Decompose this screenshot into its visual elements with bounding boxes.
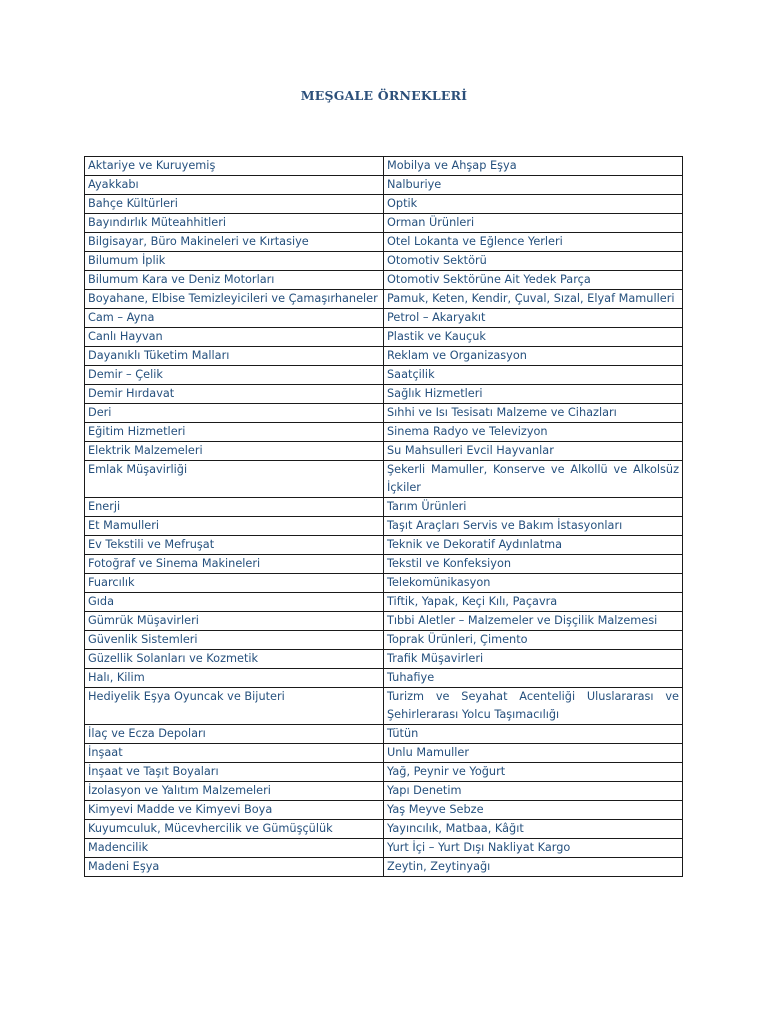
table-row — [85, 328, 683, 347]
occupation-cell-right: Yurt İçi – Yurt Dışı Nakliyat Kargo — [384, 839, 683, 858]
occupation-cell-left: Güzellik Solanları ve Kozmetik — [85, 650, 384, 669]
table-row — [85, 536, 683, 555]
table-row — [85, 688, 683, 725]
occupation-cell-right: Mobilya ve Ahşap Eşya — [384, 157, 683, 176]
occupation-cell-left: Güvenlik Sistemleri — [85, 631, 384, 650]
occupation-cell-right: Otomotiv Sektörüne Ait Yedek Parça — [384, 271, 683, 290]
occupation-cell-left: Halı, Kilim — [85, 669, 384, 688]
occupation-cell-right: Yağ, Peynir ve Yoğurt — [384, 763, 683, 782]
occupation-cell-right: Saatçilik — [384, 366, 683, 385]
table-row — [85, 650, 683, 669]
table-body — [85, 157, 683, 877]
table-row — [85, 593, 683, 612]
occupation-cell-right: Pamuk, Keten, Kendir, Çuval, Sızal, Elyaf Mamulleri — [384, 290, 683, 309]
occupation-cell-left: Ayakkabı — [85, 176, 384, 195]
table-row — [85, 404, 683, 423]
occupation-cell-right: Tıbbi Aletler – Malzemeler ve Dişçilik Malzemesi — [384, 612, 683, 631]
occupation-cell-left: Deri — [85, 404, 384, 423]
occupation-cell-left: Fotoğraf ve Sinema Makineleri — [85, 555, 384, 574]
occupation-cell-left: Kuyumculuk, Mücevhercilik ve Gümüşçülük — [85, 820, 384, 839]
table-row — [85, 498, 683, 517]
table-row — [85, 195, 683, 214]
table-row — [85, 290, 683, 309]
occupation-cell-left: Bayındırlık Müteahhitleri — [85, 214, 384, 233]
table-row — [85, 176, 683, 195]
occupation-cell-left: Bilumum Kara ve Deniz Motorları — [85, 271, 384, 290]
occupation-cell-right: Şekerli Mamuller, Konserve ve Alkollü ve Alkolsüz İçkiler — [384, 461, 683, 498]
occupation-cell-right: Tuhafiye — [384, 669, 683, 688]
occupation-cell-left: Gıda — [85, 593, 384, 612]
occupation-cell-right: Tiftik, Yapak, Keçi Kılı, Paçavra — [384, 593, 683, 612]
page-title: MEŞGALE ÖRNEKLERİ — [300, 88, 468, 103]
occupation-cell-left: Ev Tekstili ve Mefruşat — [85, 536, 384, 555]
occupation-cell-right: Yayıncılık, Matbaa, Kâğıt — [384, 820, 683, 839]
occupation-cell-right: Petrol – Akaryakıt — [384, 309, 683, 328]
occupation-cell-right: Su Mahsulleri Evcil Hayvanlar — [384, 442, 683, 461]
occupation-cell-left: Hediyelik Eşya Oyuncak ve Bijuteri — [85, 688, 384, 725]
occupation-cell-right: Sağlık Hizmetleri — [384, 385, 683, 404]
occupation-cell-left: Canlı Hayvan — [85, 328, 384, 347]
table-row — [85, 366, 683, 385]
occupation-cell-right: Teknik ve Dekoratif Aydınlatma — [384, 536, 683, 555]
occupation-cell-right: Taşıt Araçları Servis ve Bakım İstasyonları — [384, 517, 683, 536]
occupation-cell-right: Yapı Denetim — [384, 782, 683, 801]
occupation-cell-left: İnşaat ve Taşıt Boyaları — [85, 763, 384, 782]
table-row — [85, 725, 683, 744]
table-row — [85, 517, 683, 536]
occupation-cell-left: Bilumum İplik — [85, 252, 384, 271]
occupation-cell-left: Boyahane, Elbise Temizleyicileri ve Çamaşırhaneler — [85, 290, 384, 309]
table-row — [85, 385, 683, 404]
occupation-cell-left: Gümrük Müşavirleri — [85, 612, 384, 631]
table-row — [85, 442, 683, 461]
occupation-cell-left: Eğitim Hizmetleri — [85, 423, 384, 442]
table-row — [85, 214, 683, 233]
occupation-cell-left: Dayanıklı Tüketim Malları — [85, 347, 384, 366]
table-row — [85, 631, 683, 650]
table-row — [85, 782, 683, 801]
occupation-cell-right: Nalburiye — [384, 176, 683, 195]
occupation-cell-right: Turizm ve Seyahat Acenteliği Uluslararası ve Şehirlerarası Yolcu Taşımacılığı — [384, 688, 683, 725]
occupation-cell-right: Otel Lokanta ve Eğlence Yerleri — [384, 233, 683, 252]
table-row — [85, 669, 683, 688]
occupation-cell-left: İnşaat — [85, 744, 384, 763]
occupation-cell-left: Demir Hırdavat — [85, 385, 384, 404]
occupation-cell-left: Demir – Çelik — [85, 366, 384, 385]
occupation-cell-right: Yaş Meyve Sebze — [384, 801, 683, 820]
occupation-cell-left: Bilgisayar, Büro Makineleri ve Kırtasiye — [85, 233, 384, 252]
table-row — [85, 309, 683, 328]
occupation-cell-left: Emlak Müşavirliği — [85, 461, 384, 498]
occupation-cell-left: Aktariye ve Kuruyemiş — [85, 157, 384, 176]
occupation-cell-right: Toprak Ürünleri, Çimento — [384, 631, 683, 650]
occupation-cell-right: Reklam ve Organizasyon — [384, 347, 683, 366]
occupation-cell-right: Tütün — [384, 725, 683, 744]
occupation-cell-right: Tarım Ürünleri — [384, 498, 683, 517]
occupation-cell-right: Sıhhi ve Isı Tesisatı Malzeme ve Cihazları — [384, 404, 683, 423]
occupation-cell-right: Tekstil ve Konfeksiyon — [384, 555, 683, 574]
occupation-cell-left: Kimyevi Madde ve Kimyevi Boya — [85, 801, 384, 820]
occupation-cell-right: Orman Ürünleri — [384, 214, 683, 233]
occupation-cell-left: Cam – Ayna — [85, 309, 384, 328]
occupation-cell-left: Bahçe Kültürleri — [85, 195, 384, 214]
occupation-cell-right: Optik — [384, 195, 683, 214]
table-row — [85, 271, 683, 290]
occupation-cell-left: Madeni Eşya — [85, 858, 384, 877]
table-row — [85, 858, 683, 877]
table-row — [85, 423, 683, 442]
occupation-cell-left: Enerji — [85, 498, 384, 517]
occupation-table — [84, 156, 683, 877]
occupation-cell-left: Elektrik Malzemeleri — [85, 442, 384, 461]
occupation-cell-left: Et Mamulleri — [85, 517, 384, 536]
table-row — [85, 744, 683, 763]
occupation-cell-left: İlaç ve Ecza Depoları — [85, 725, 384, 744]
table-row — [85, 820, 683, 839]
table-row — [85, 801, 683, 820]
occupation-cell-right: Telekomünikasyon — [384, 574, 683, 593]
table-row — [85, 252, 683, 271]
occupation-cell-left: Fuarcılık — [85, 574, 384, 593]
occupation-cell-left: İzolasyon ve Yalıtım Malzemeleri — [85, 782, 384, 801]
table-row — [85, 157, 683, 176]
occupation-cell-right: Trafik Müşavirleri — [384, 650, 683, 669]
occupation-cell-right: Unlu Mamuller — [384, 744, 683, 763]
table-row — [85, 839, 683, 858]
occupation-cell-right: Sinema Radyo ve Televizyon — [384, 423, 683, 442]
table-row — [85, 612, 683, 631]
table-row — [85, 347, 683, 366]
table-row — [85, 574, 683, 593]
occupation-cell-left: Madencilik — [85, 839, 384, 858]
occupation-cell-right: Otomotiv Sektörü — [384, 252, 683, 271]
table-row — [85, 763, 683, 782]
table-row — [85, 555, 683, 574]
table-row — [85, 233, 683, 252]
table-row — [85, 461, 683, 498]
occupation-cell-right: Zeytin, Zeytinyağı — [384, 858, 683, 877]
occupation-cell-right: Plastik ve Kauçuk — [384, 328, 683, 347]
